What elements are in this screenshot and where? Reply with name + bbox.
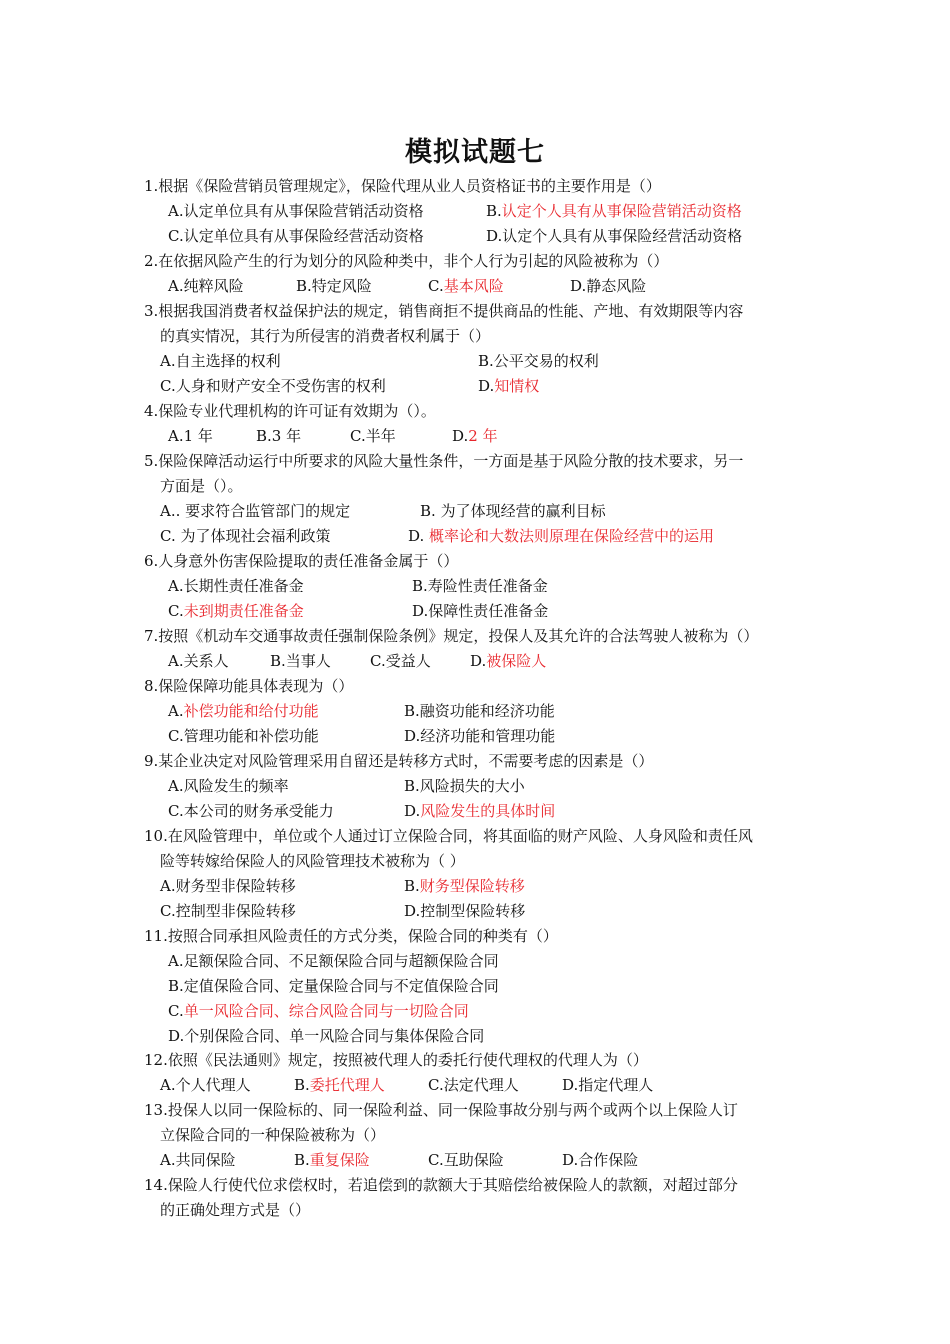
question-7-option-b: B.当事人 — [270, 652, 331, 670]
question-9-option-a: A.风险发生的频率 — [168, 777, 289, 795]
question-7-option-d: D.被保险人 — [470, 652, 547, 670]
question-14-stem-line-2: 的正确处理方式是（） — [160, 1201, 311, 1219]
question-6-option-a: A.长期性责任准备金 — [168, 577, 304, 595]
question-13-stem-line-2: 立保险合同的一种保险被称为（） — [160, 1126, 386, 1144]
question-2-stem: 2.在依据风险产生的行为划分的风险种类中，非个人行为引起的风险被称为（） — [144, 252, 669, 270]
question-10-option-d: D.控制型保险转移 — [404, 902, 526, 920]
question-13-option-a: A.共同保险 — [160, 1151, 236, 1169]
question-2-option-c: C.基本风险 — [428, 277, 504, 295]
question-9-option-c: C.本公司的财务承受能力 — [168, 802, 334, 820]
question-6-option-b: B.寿险性责任准备金 — [412, 577, 548, 595]
question-8-option-b: B.融资功能和经济功能 — [404, 702, 555, 720]
question-2-option-a: A.纯粹风险 — [168, 277, 244, 295]
question-14-stem-line-1: 14.保险人行使代位求偿权时，若追偿到的款额大于其赔偿给被保险人的款额，对超过部分 — [144, 1176, 738, 1194]
question-13-option-d: D.合作保险 — [562, 1151, 639, 1169]
question-1-option-c: C.认定单位具有从事保险经营活动资格 — [168, 227, 424, 245]
question-5-option-c: C. 为了体现社会福利政策 — [160, 527, 331, 545]
question-5-option-d: D. 概率论和大数法则原理在保险经营中的运用 — [408, 527, 715, 545]
question-3-option-d: D.知情权 — [478, 377, 540, 395]
question-12-option-d: D.指定代理人 — [562, 1076, 654, 1094]
question-12-option-c: C.法定代理人 — [428, 1076, 519, 1094]
page-title: 模拟试题七 — [405, 137, 545, 168]
question-2-option-d: D.静态风险 — [570, 277, 647, 295]
question-4-option-b: B.3 年 — [256, 427, 302, 445]
question-4-option-a: A.1 年 — [168, 427, 213, 445]
question-3-option-a: A.自主选择的权利 — [160, 352, 281, 370]
question-10-stem-line-2: 险等转嫁给保险人的风险管理技术被称为（ ） — [160, 852, 465, 870]
question-6-option-d: D.保障性责任准备金 — [412, 602, 549, 620]
question-11-option-c: C.单一风险合同、综合风险合同与一切险合同 — [168, 1002, 469, 1020]
question-12-stem: 12.依照《民法通则》规定，按照被代理人的委托行使代理权的代理人为（） — [144, 1051, 648, 1069]
question-5-stem-line-2: 方面是（）。 — [160, 477, 243, 495]
question-1-stem: 1.根据《保险营销员管理规定》，保险代理从业人员资格证书的主要作用是（） — [144, 177, 661, 195]
question-10-stem-line-1: 10.在风险管理中，单位或个人通过订立保险合同，将其面临的财产风险、人身风险和责任风 — [144, 827, 753, 845]
question-11-option-b: B.定值保险合同、定量保险合同与不定值保险合同 — [168, 977, 499, 995]
question-1-option-a: A.认定单位具有从事保险营销活动资格 — [168, 202, 424, 220]
question-5-option-a: A.. 要求符合监管部门的规定 — [160, 502, 351, 520]
question-4-option-d: D.2 年 — [452, 427, 498, 445]
question-7-option-a: A.关系人 — [168, 652, 229, 670]
question-11-stem: 11.按照合同承担风险责任的方式分类，保险合同的种类有（） — [144, 927, 558, 945]
question-10-option-c: C.控制型非保险转移 — [160, 902, 296, 920]
question-8-option-d: D.经济功能和管理功能 — [404, 727, 556, 745]
question-9-stem: 9.某企业决定对风险管理采用自留还是转移方式时，不需要考虑的因素是（） — [144, 752, 654, 770]
question-2-option-b: B.特定风险 — [296, 277, 372, 295]
question-1-option-b: B.认定个人具有从事保险营销活动资格 — [486, 202, 742, 220]
question-11-option-d: D.个别保险合同、单一风险合同与集体保险合同 — [168, 1027, 485, 1045]
question-3-stem-line-2: 的真实情况，其行为所侵害的消费者权利属于（） — [160, 327, 491, 345]
question-12-option-a: A.个人代理人 — [160, 1076, 251, 1094]
question-6-stem: 6.人身意外伤害保险提取的责任准备金属于（） — [144, 552, 459, 570]
question-8-option-c: C.管理功能和补偿功能 — [168, 727, 319, 745]
question-8-option-a: A.补偿功能和给付功能 — [168, 702, 319, 720]
question-6-option-c: C.未到期责任准备金 — [168, 602, 304, 620]
question-3-option-c: C.人身和财产安全不受伤害的权利 — [160, 377, 386, 395]
question-9-option-b: B.风险损失的大小 — [404, 777, 525, 795]
question-13-option-b: B.重复保险 — [294, 1151, 370, 1169]
question-11-option-a: A.足额保险合同、不足额保险合同与超额保险合同 — [168, 952, 499, 970]
question-3-option-b: B.公平交易的权利 — [478, 352, 599, 370]
question-5-stem-line-1: 5.保险保障活动运行中所要求的风险大量性条件，一方面是基于风险分散的技术要求，另一 — [144, 452, 744, 470]
question-7-option-c: C.受益人 — [370, 652, 431, 670]
question-13-option-c: C.互助保险 — [428, 1151, 504, 1169]
question-4-stem: 4.保险专业代理机构的许可证有效期为（）。 — [144, 402, 436, 420]
question-9-option-d: D.风险发生的具体时间 — [404, 802, 556, 820]
question-8-stem: 8.保险保障功能具体表现为（） — [144, 677, 354, 695]
question-5-option-b: B. 为了体现经营的赢利目标 — [420, 502, 606, 520]
question-1-option-d: D.认定个人具有从事保险经营活动资格 — [486, 227, 743, 245]
question-12-option-b: B.委托代理人 — [294, 1076, 385, 1094]
question-4-option-c: C.半年 — [350, 427, 396, 445]
question-10-option-b: B.财务型保险转移 — [404, 877, 525, 895]
question-13-stem-line-1: 13.投保人以同一保险标的、同一保险利益、同一保险事故分别与两个或两个以上保险人订 — [144, 1101, 738, 1119]
question-3-stem-line-1: 3.根据我国消费者权益保护法的规定，销售商拒不提供商品的性能、产地、有效期限等内容 — [144, 302, 744, 320]
question-7-stem: 7.按照《机动车交通事故责任强制保险条例》规定，投保人及其允许的合法驾驶人被称为（） — [144, 627, 759, 645]
question-10-option-a: A.财务型非保险转移 — [160, 877, 296, 895]
